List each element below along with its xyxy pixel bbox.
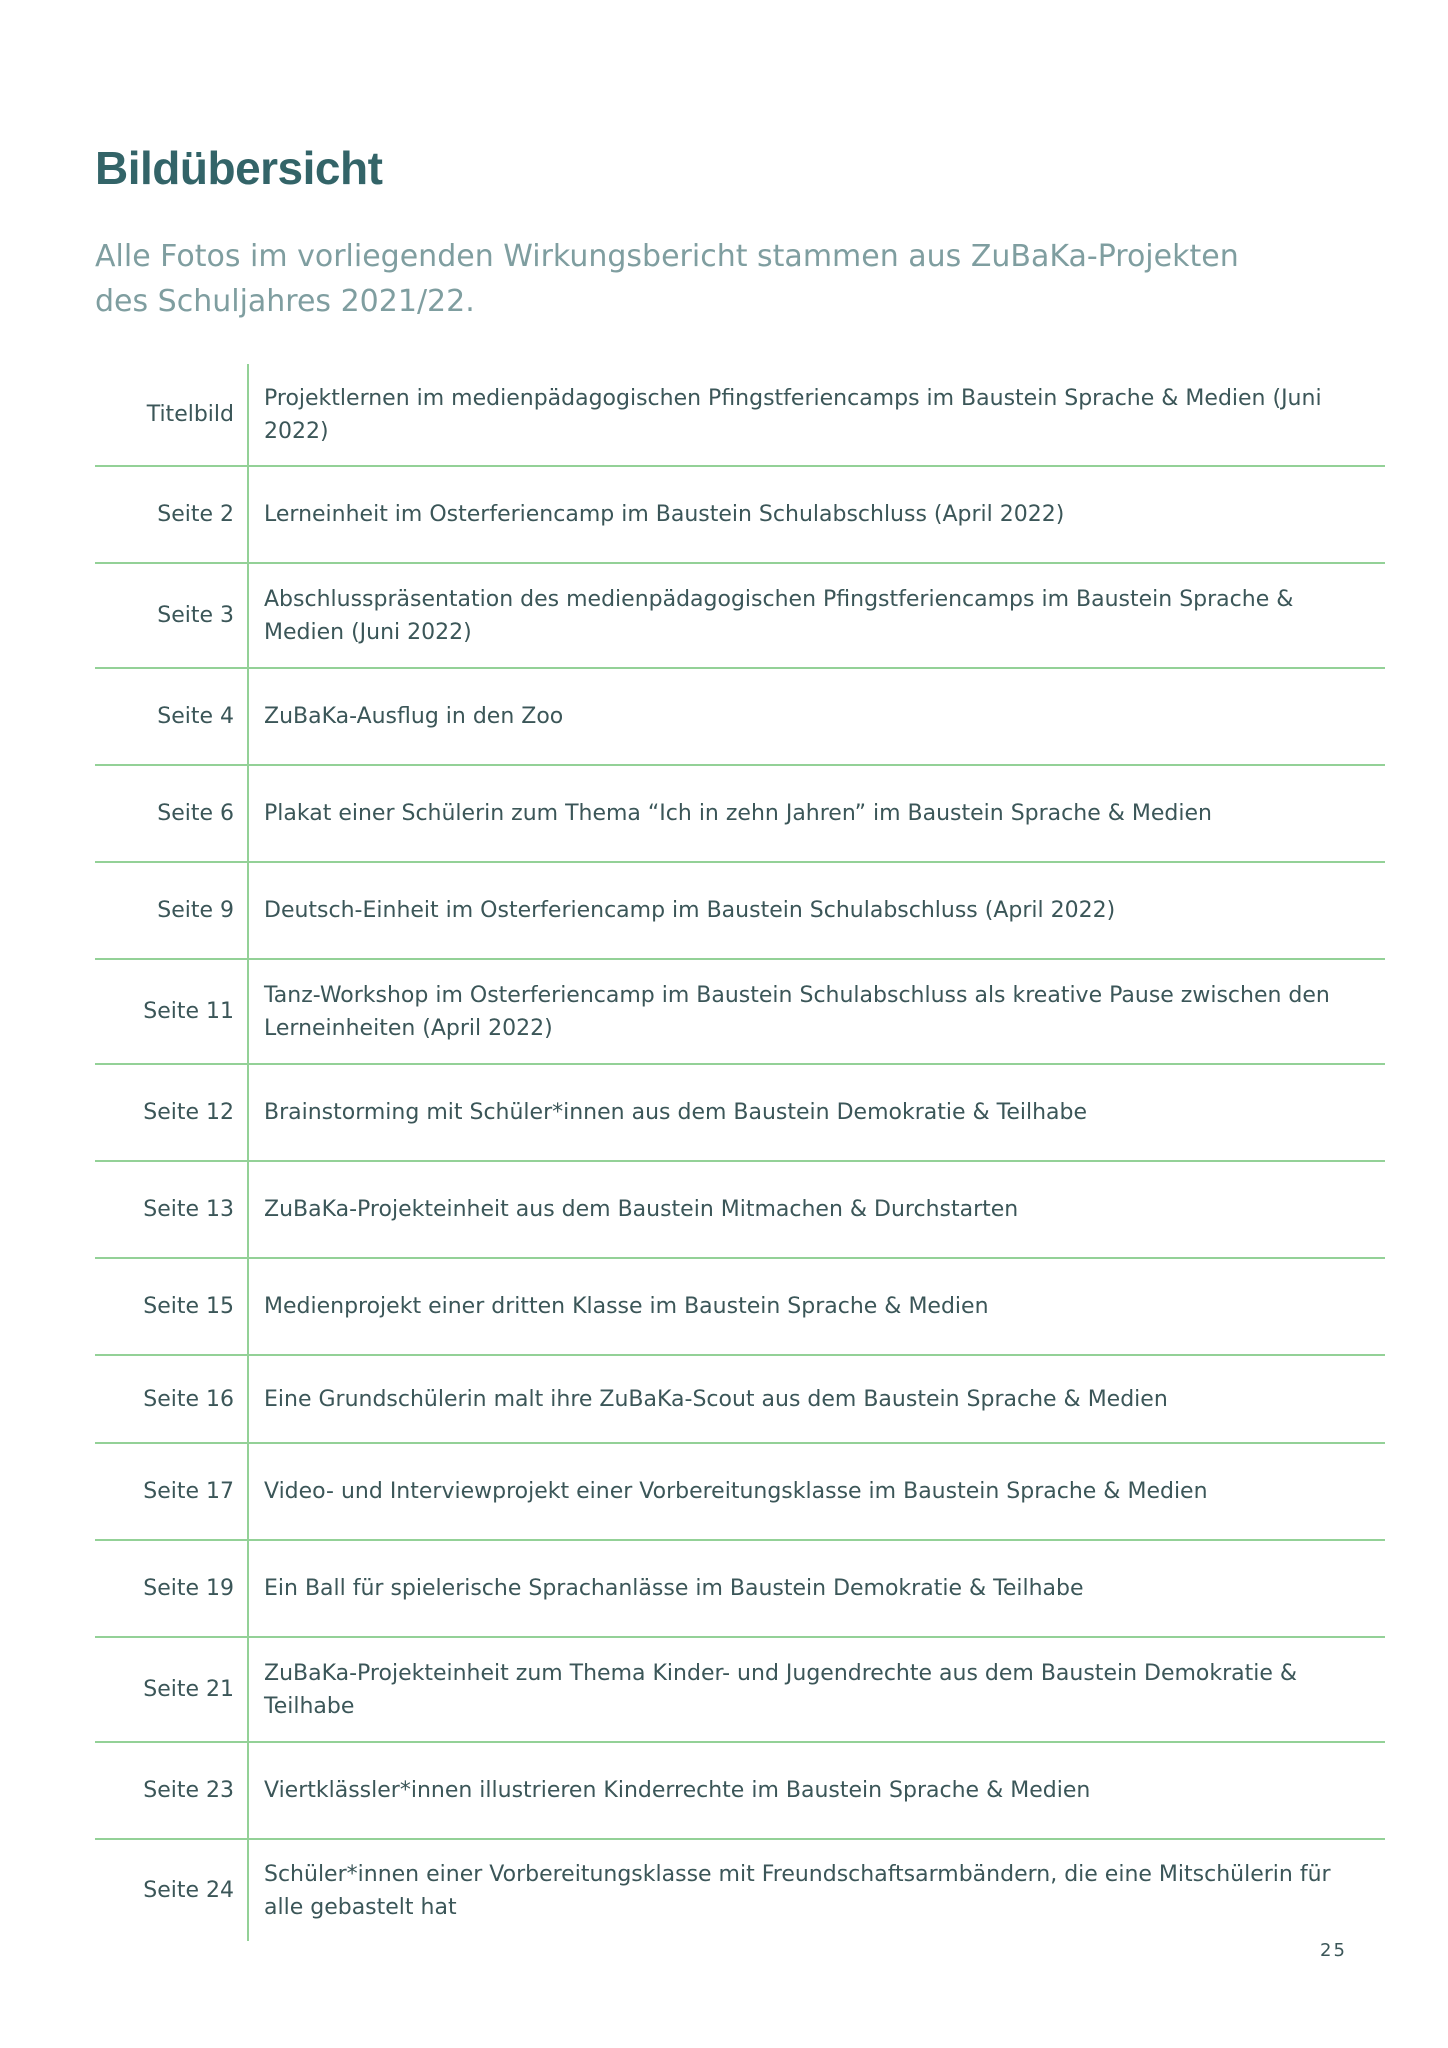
table-row [95, 669, 1385, 766]
image-description: Abschlusspräsentation des medienpädagogischen Pfingstferiencamps im Baustein Sprache & Medien (Juni 2022) [264, 586, 1294, 645]
image-overview-table [95, 364, 1385, 1941]
image-description: Tanz-Workshop im Osterferiencamp im Baustein Schulabschluss als kreative Pause zwischen den Lerneinheiten (April 2022) [264, 982, 1330, 1041]
table-row [95, 1743, 1385, 1840]
page-reference: Titelbild [95, 364, 249, 465]
intro-line-2: des Schuljahres 2021/22. [95, 284, 475, 319]
table-row [95, 960, 1385, 1065]
intro-text [95, 234, 1335, 324]
page-reference: Seite 19 [95, 1541, 249, 1636]
table-row [95, 1444, 1385, 1541]
image-description: Plakat einer Schülerin zum Thema “Ich in zehn Jahren” im Baustein Sprache & Medien [264, 801, 1212, 826]
table-row [95, 364, 1385, 467]
page-reference: Seite 2 [95, 467, 249, 562]
image-description: Video- und Interviewprojekt einer Vorbereitungsklasse im Baustein Sprache & Medien [264, 1479, 1208, 1504]
page-reference: Seite 16 [95, 1356, 249, 1442]
image-description: Viertklässler*innen illustrieren Kinderrechte im Baustein Sprache & Medien [264, 1778, 1091, 1803]
table-row [95, 1541, 1385, 1638]
page-reference: Seite 17 [95, 1444, 249, 1539]
page-reference: Seite 9 [95, 863, 249, 958]
table-row [95, 1638, 1385, 1743]
table-row [95, 467, 1385, 564]
image-description: Ein Ball für spielerische Sprachanlässe im Baustein Demokratie & Teilhabe [264, 1576, 1084, 1601]
image-description: Medienprojekt einer dritten Klasse im Baustein Sprache & Medien [264, 1294, 989, 1319]
table-row [95, 1162, 1385, 1259]
page-reference: Seite 21 [95, 1638, 249, 1741]
page-reference: Seite 13 [95, 1162, 249, 1257]
image-description: Brainstorming mit Schüler*innen aus dem Baustein Demokratie & Teilhabe [264, 1100, 1088, 1125]
intro-line-1: Alle Fotos im vorliegenden Wirkungsbericht stammen aus ZuBaKa-Projekten [95, 239, 1239, 274]
image-description: Projektlernen im medienpädagogischen Pfingstferiencamps im Baustein Sprache & Medien (Juni 2022) [264, 385, 1322, 444]
image-description: ZuBaKa-Ausflug in den Zoo [264, 704, 564, 729]
page-reference: Seite 15 [95, 1259, 249, 1354]
image-description: Schüler*innen einer Vorbereitungsklasse mit Freundschaftsarmbändern, die eine Mitschülerin für alle gebastelt hat [264, 1861, 1331, 1920]
image-description: ZuBaKa-Projekteinheit zum Thema Kinder- und Jugendrechte aus dem Baustein Demokratie & Teilhabe [264, 1660, 1298, 1719]
page-reference: Seite 12 [95, 1065, 249, 1160]
table-row [95, 863, 1385, 960]
image-description: Lerneinheit im Osterferiencamp im Baustein Schulabschluss (April 2022) [264, 502, 1065, 527]
table-row [95, 1840, 1385, 1941]
image-description: Deutsch-Einheit im Osterferiencamp im Baustein Schulabschluss (April 2022) [264, 898, 1116, 923]
page-number: 25 [1320, 1940, 1347, 1961]
table-row [95, 1259, 1385, 1356]
page-reference: Seite 3 [95, 564, 249, 667]
table-row [95, 1356, 1385, 1444]
image-description: ZuBaKa-Projekteinheit aus dem Baustein Mitmachen & Durchstarten [264, 1197, 1019, 1222]
page-reference: Seite 11 [95, 960, 249, 1063]
image-description: Eine Grundschülerin malt ihre ZuBaKa-Scout aus dem Baustein Sprache & Medien [264, 1386, 1168, 1412]
page-reference: Seite 24 [95, 1840, 249, 1941]
table-row [95, 1065, 1385, 1162]
page-title: Bildübersicht [95, 142, 383, 194]
table-row [95, 564, 1385, 669]
page-reference: Seite 6 [95, 766, 249, 861]
page-reference: Seite 23 [95, 1743, 249, 1838]
page-reference: Seite 4 [95, 669, 249, 764]
table-row [95, 766, 1385, 863]
